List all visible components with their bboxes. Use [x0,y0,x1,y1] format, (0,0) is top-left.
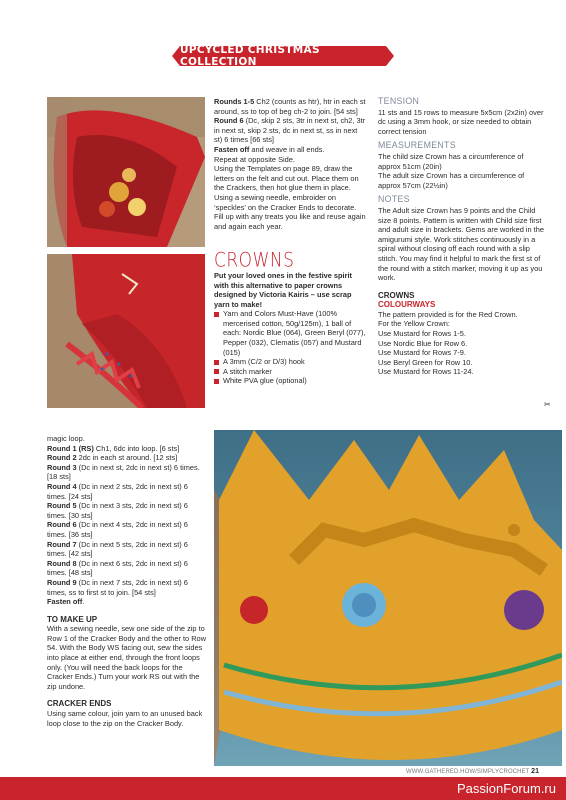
make-up-heading: TO MAKE UP [47,614,98,624]
tension-heading: TENSION [378,96,420,106]
make-up-text: With a sewing needle, sew one side of the zip to Row 1 of the Cracker Body and the other to Row 54. With the Body WS facing out, sew the sides into place at either end, through the front loops only. (You will need the back loops for the Cracker Ends.) Turn your work RS out with the zip undone. [47,624,206,691]
colourways-heading: COLOURWAYS [378,300,436,310]
tension-text: 11 sts and 15 rows to measure 5x5cm (2x2in) over dc using a 3mm hook, or size needed to obtain correct tension [378,107,544,136]
photo-cracker-end [47,254,205,408]
column-rounds [47,434,207,728]
pattern-step: Using a sewing needle, embroider on ‘speckles’ on the Cracker Ends to decorate. Fill up with any treats you like and reuse again and again each year. [214,192,366,231]
material-item: Yarn and Colors Must-Have (100% mercerised cotton, 50g/125m), 1 ball of each: Nordic Blue (064), Green Beryl (077), Pepper (032), Clematis (057) and Mustard (015) [214,309,366,357]
measurement-child: The child size Crown has a circumference of approx 51cm (20in) [378,151,524,171]
material-item: A 3mm (C/2 or D/3) hook [214,357,366,367]
colourway-line: Use Beryl Green for Row 10. [378,357,473,367]
page-number: 21 [531,768,540,775]
footer-url: WWW.GATHERED.HOW/SIMPLYCROCHET [406,769,530,775]
cracker-ends-text: Using same colour, join yarn to an unused back loop close to the zip on the Cracker Body. [47,709,203,728]
colourway-line: Use Mustard for Rows 11-24. [378,367,474,377]
pattern-step: Repeat at opposite Side. [214,154,295,164]
round-line: Round 4 (Dc in next 2 sts, 2dc in next st) 6 times. [24 sts] [47,481,188,501]
measurements-heading: MEASUREMENTS [378,140,456,151]
colourway-line: The pattern provided is for the Red Crown. [378,309,518,319]
round-line: Round 3 (Dc in next st, 2dc in next st) 6 times. [18 sts] [47,462,200,482]
crowns-section-title: CROWNS [214,249,295,273]
pattern-step: Using the Templates on page 89, draw the letters on the felt and cut out. Place them on the Crackers, then hot glue them in place. [214,164,359,193]
colourway-line: Use Mustard for Rows 1-5. [378,329,466,339]
pattern-step: Round 6 (Dc, skip 2 sts, 3tr in next st, ch2, 3tr in next st, skip 2 sts, dc in next st, ss in next st) 6 times [66 sts] [214,116,366,145]
watermark-bar [0,777,566,800]
colourway-line: Use Mustard for Rows 7-9. [378,348,466,358]
scissors-icon: ✂ [544,400,551,409]
colourway-line: Use Nordic Blue for Row 6. [378,338,468,348]
pattern-step: Fasten off and weave in all ends. [214,144,325,154]
round-line: Round 9 (Dc in next 7 sts, 2dc in next st) 6 times, ss to first st to join. [54 sts] [47,577,188,597]
page-footer [406,768,539,775]
material-item: A stitch marker [214,367,366,377]
round-line: Round 7 (Dc in next 5 sts, 2dc in next st) 6 times. [42 sts] [47,539,188,559]
photo-yellow-crown [214,430,562,766]
crowns-intro: Put your loved ones in the festive spirit with this alternative to paper crowns designed by Victoria Kairis – use scrap yarn to make! [214,270,352,309]
cracker-ends-heading: CRACKER ENDS [47,699,112,709]
measurement-adult: The adult size Crown has a circumference of approx 57cm (22½in) [378,171,525,190]
round-line: Round 2 2dc in each st around. [12 sts] [47,453,178,463]
notes-heading: NOTES [378,194,410,205]
watermark-text: PassionForum.ru [457,781,556,796]
notes-text: The Adult size Crown has 9 points and the Child size 8 points. Pattern is written with Child size first and adult size in brackets. Gems are worked in the amigurumi style. Work stitches continuously in a spiral without closing off each round with a slip stitch. You may find it helpful to mark the first st of the round with a stitch marker, moving it up as you work. [378,205,544,283]
crowns-heading: CROWNS [378,290,415,300]
round-line: Round 8 (Dc in next 6 sts, 2dc in next st) 6 times. [48 sts] [47,558,188,578]
round-line: Round 5 (Dc in next 3 sts, 2dc in next st) 6 times. [30 sts] [47,501,188,520]
pattern-step: Rounds 1-5 Ch2 (counts as htr), htr in each st around, ss to top of beg ch-2 to join. [54 sts] [214,97,366,116]
material-item: White PVA glue (optional) [214,376,366,386]
photo-cracker-sweets [47,97,205,247]
round-line: Round 1 (RS) Ch1, 6dc into loop. [6 sts] [47,443,180,453]
colourway-line: For the Yellow Crown: [378,319,450,329]
collection-banner [180,46,386,66]
lead-text: magic loop. [47,434,85,443]
column-specs [378,97,544,377]
banner-title: UPCYCLED CHRISTMAS COLLECTION [180,44,320,68]
round-line: Round 6 (Dc in next 4 sts, 2dc in next st) 6 times. [36 sts] [47,520,188,539]
column-pattern-continued [214,97,366,386]
fasten-off: Fasten off. [47,597,85,607]
